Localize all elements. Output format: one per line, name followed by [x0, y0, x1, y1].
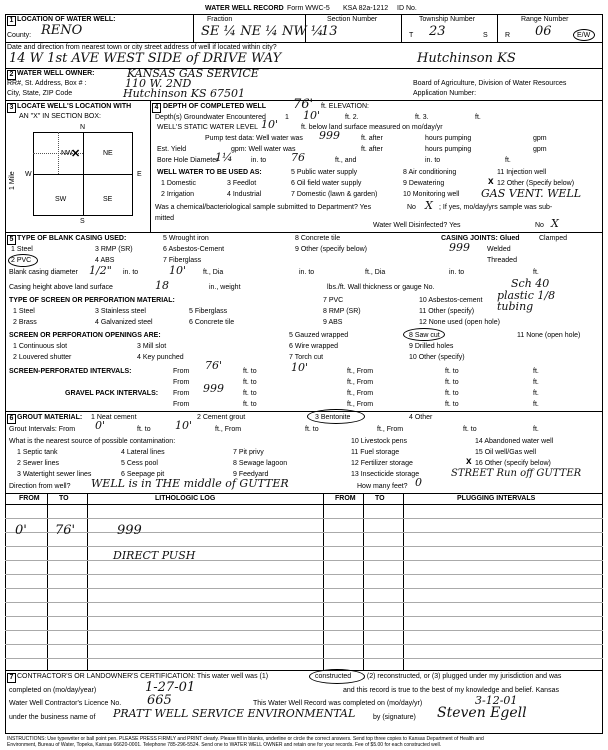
opening-option[interactable]: 5 Gauzed wrapped [289, 332, 349, 339]
depth-unit: ft. ELEVATION: [321, 103, 369, 110]
depth-label: DEPTH OF COMPLETED WELL [163, 103, 267, 110]
source-option[interactable]: 8 Sewage lagoon [233, 460, 288, 467]
welded-value: 999 [449, 241, 470, 254]
section-4-number: 4 [152, 103, 161, 113]
use-option[interactable]: 12 Other (Specify below) [497, 180, 575, 187]
log-row-line [5, 644, 603, 645]
use-option[interactable]: 3 Feedlot [227, 180, 257, 187]
grout-option[interactable]: 4 Other [409, 414, 433, 421]
pump-after: ft. after [361, 135, 383, 142]
source-option[interactable]: 14 Abandoned water well [475, 438, 554, 445]
bore-in2: in. to [425, 157, 441, 164]
joints-clamped[interactable]: Clamped [539, 235, 568, 242]
bore-to: 76 [291, 151, 305, 164]
weight-rest: lbs./ft. Wall thickness or gauge No. [327, 284, 435, 291]
source-option[interactable]: 13 Insecticide storage [351, 471, 420, 478]
use-option[interactable]: 1 Domestic [161, 180, 197, 187]
yield-after: ft. after [361, 146, 383, 153]
opening-option[interactable]: 4 Key punched [137, 354, 184, 361]
board-label: Board of Agriculture, Division of Water Resources [413, 80, 567, 87]
grout-to-3: ft. to [463, 426, 477, 433]
gravel-ft-end: ft. [533, 390, 539, 397]
sample-rest: ; If yes, mo/day/yrs sample was sub- [439, 204, 553, 211]
section-3-number: 3 [7, 103, 16, 113]
footer-instructions-1: INSTRUCTIONS: Use typewriter or ball point pen. PLEASE PRESS FIRMLY and PRINT clearly. Please fill in blanks, underline or circle the correct answers. Send top three copies to Kansas Department of Health and [7, 736, 484, 742]
screen-option[interactable]: 12 None used (open hole) [419, 319, 500, 326]
gravel-to-4: ft. to [445, 401, 459, 408]
gravel-ft-end-2: ft. [533, 401, 539, 408]
grout-ft-end: ft. [533, 426, 539, 433]
compass-n: N [80, 124, 86, 131]
bore-label: Bore Hole Diameter [157, 157, 219, 164]
county-value: RENO [41, 23, 83, 38]
use-option[interactable]: 4 Industrial [227, 191, 262, 198]
log-row-line [5, 630, 603, 631]
section-box-hline [33, 174, 133, 175]
use-x-mark: x [488, 176, 494, 187]
source-option[interactable]: 6 Seepage pit [121, 471, 165, 478]
contamination-direction-value: WELL is in THE middle of GUTTER [91, 477, 289, 490]
divider [5, 42, 603, 43]
casing-option[interactable]: 2 PVC [11, 257, 32, 264]
bore-ft: ft., and [335, 157, 357, 164]
gravel-label: GRAVEL PACK INTERVALS: [65, 390, 159, 397]
bore-ft2: ft. [505, 157, 511, 164]
casing-option[interactable]: 6 Asbestos-Cement [163, 246, 225, 253]
static-label: WELL'S STATIC WATER LEVEL [157, 124, 259, 131]
direction-value: 14 W 1st AVE WEST SIDE of DRIVE WAY [9, 51, 282, 66]
use-option[interactable]: 6 Oil field water supply [291, 180, 362, 187]
log-row-line [5, 532, 603, 533]
source-option[interactable]: 15 Oil well/Gas well [475, 449, 537, 456]
grout-to-2: ft. to [305, 426, 319, 433]
perf-from-label: From [173, 368, 190, 375]
section-6-number: 6 [7, 414, 16, 424]
range-r: R [505, 32, 511, 39]
log-row-line [5, 602, 603, 603]
source-option[interactable]: 10 Livestock pens [351, 438, 408, 445]
screen-option[interactable]: 4 Galvanized steel [95, 319, 153, 326]
sample-no: No [407, 204, 416, 211]
range-ew: E/W [577, 32, 591, 39]
range-value: 06 [535, 24, 552, 39]
section-1-number: 1 [7, 16, 16, 26]
cert-by: by (signature) [373, 714, 416, 721]
saw-cut-circle [403, 328, 445, 341]
joints-welded[interactable]: Welded [487, 246, 511, 253]
use-option[interactable]: 9 Dewatering [403, 180, 445, 187]
location-label: LOCATION OF WATER WELL: [17, 16, 116, 23]
opening-option[interactable]: 7 Torch cut [289, 354, 324, 361]
joints-label: CASING JOINTS: Glued [441, 235, 520, 242]
city-value: Hutchinson KS 67501 [123, 87, 246, 100]
opening-option[interactable]: 10 Other (specify) [409, 354, 465, 361]
sample-x-mark: X [425, 199, 433, 212]
source-option[interactable]: 2 Sewer lines [17, 460, 60, 467]
township-label: Township Number [419, 16, 476, 23]
height-value: 18 [155, 279, 169, 292]
fraction-value: SE ¼ NE ¼ NW ¼ [201, 24, 324, 39]
compass-e: E [137, 171, 142, 178]
screen-option[interactable]: 6 Concrete tile [189, 319, 235, 326]
divider [5, 68, 603, 69]
business-value: PRATT WELL SERVICE ENVIRONMENTAL [113, 707, 356, 720]
sample-mitted: mitted [155, 215, 175, 222]
grout-from-value: 0' [95, 419, 106, 432]
diam-to: 10' [169, 264, 187, 277]
yield-label: Est. Yield [157, 146, 187, 153]
range-west-circle [573, 29, 595, 41]
screen-option[interactable]: 7 PVC [323, 297, 344, 304]
location-x-mark: ✕ [71, 148, 81, 160]
owner-label: WATER WELL OWNER: [17, 70, 95, 77]
screen-option[interactable]: 3 Stainless steel [95, 308, 146, 315]
completed-date-value: 1-27-01 [145, 680, 196, 695]
city-label: City, State, ZIP Code [7, 90, 73, 97]
log-row-line [5, 588, 603, 589]
disinfected-x-mark: X [551, 217, 559, 230]
use-option[interactable]: 11 Injection well [497, 169, 547, 176]
divider [5, 493, 603, 494]
disinfected-label: Water Well Disinfected? Yes [373, 222, 461, 229]
log-row-line [5, 658, 603, 659]
grout-to-label: ft. to [137, 426, 151, 433]
county-label: County: [7, 32, 32, 39]
cert-line4: under the business name of [9, 714, 96, 721]
yield-hours: hours pumping [425, 146, 472, 153]
use-option[interactable]: 8 Air conditioning [403, 169, 457, 176]
static-value: 10' [261, 118, 279, 131]
contamination-direction-label: Direction from well? [9, 483, 71, 490]
screen-option[interactable]: 5 Fiberglass [189, 308, 228, 315]
height-label: Casing height above land surface [9, 284, 113, 291]
opening-option[interactable]: 3 Mill slot [137, 343, 167, 350]
range-label: Range Number [521, 16, 569, 23]
pump-value: 999 [319, 129, 340, 142]
perf-from-label-2: From [173, 379, 190, 386]
cert-line1b: , (2) reconstructed, or (3) plugged under my jurisdiction and was [363, 673, 562, 680]
divider [5, 232, 603, 233]
fraction-label: Fraction [207, 16, 233, 23]
casing-option[interactable]: 8 Concrete tile [295, 235, 341, 242]
source-option[interactable]: 5 Cess pool [121, 460, 158, 467]
section-value: 13 [321, 24, 338, 39]
gw-ft: ft. [475, 114, 481, 121]
gravel-to-label-3: ft. to [243, 401, 257, 408]
groundwater-value: 10' [303, 109, 321, 122]
quadrant-ne: NE [103, 150, 113, 157]
perf-ft-from-2: ft., From [347, 379, 374, 386]
use-label: WELL WATER TO BE USED AS: [157, 169, 262, 176]
cert-line3b: This Water Well Record was completed on (mo/day/yr) [253, 700, 423, 707]
direction-city: Hutchinson KS [417, 51, 516, 66]
screen-option[interactable]: 10 Asbestos-cement [419, 297, 483, 304]
perf-ft-end: ft. [533, 368, 539, 375]
locate-sublabel: AN "X" IN SECTION BOX: [19, 113, 101, 120]
use-other-value: GAS VENT. WELL [481, 187, 582, 200]
grout-option[interactable]: 2 Cement grout [197, 414, 246, 421]
gw-1: 1 [285, 114, 289, 121]
cert-line1: CONTRACTOR'S OR LANDOWNER'S CERTIFICATION: This water well was (1) [17, 673, 269, 680]
owner-value: KANSAS GAS SERVICE [127, 67, 259, 80]
opening-option[interactable]: 2 Louvered shutter [13, 354, 72, 361]
locate-label: LOCATE WELL'S LOCATION WITH [17, 103, 132, 110]
cert-line2: completed on (mo/day/year) [9, 687, 97, 694]
address-value: 110 W. 2ND [125, 77, 192, 90]
plug-header-from: FROM [335, 495, 356, 502]
plug-header-intervals: PLUGGING INTERVALS [457, 495, 536, 502]
log-row-line [5, 560, 603, 561]
source-option[interactable]: 4 Lateral lines [121, 449, 165, 456]
source-option[interactable]: 16 Other (specify below) [475, 460, 551, 467]
diam-in-3: in. to [449, 269, 465, 276]
feet-value: 0 [415, 476, 422, 489]
source-option[interactable]: 9 Feedyard [233, 471, 269, 478]
opening-option[interactable]: 11 None (open hole) [517, 332, 581, 339]
casing-option[interactable]: 4 ABS [95, 257, 115, 264]
use-option[interactable]: 5 Public water supply [291, 169, 358, 176]
log-header-from: FROM [19, 495, 40, 502]
constructed-circle [309, 669, 365, 684]
gw-2: ft. 2. [345, 114, 359, 121]
openings-label: SCREEN OR PERFORATION OPENINGS ARE: [9, 332, 161, 339]
perf-to-2: ft. to [445, 368, 459, 375]
casing-option[interactable]: 3 RMP (SR) [95, 246, 133, 253]
casing-pvc-circle [8, 254, 38, 267]
source-option[interactable]: 3 Watertight sewer lines [17, 471, 92, 478]
joints-threaded[interactable]: Threaded [487, 257, 517, 264]
gw-3: ft. 3. [415, 114, 429, 121]
bentonite-circle [307, 409, 365, 424]
quadrant-se: SE [103, 196, 113, 203]
diam-label: Blank casing diameter [9, 269, 78, 276]
source-option[interactable]: 12 Fertilizer storage [351, 460, 413, 467]
opening-option[interactable]: 9 Drilled holes [409, 343, 454, 350]
plug-header-to: TO [375, 495, 385, 502]
perf-to-value: 10' [291, 361, 309, 374]
quadrant-nw: NW [61, 150, 73, 157]
divider [150, 100, 151, 232]
log-header-litho: LITHOLOGIC LOG [155, 495, 216, 502]
quadrant-sw: SW [55, 196, 67, 203]
gravel-from-label-2: From [173, 401, 190, 408]
cert-line2b: and this record is true to the best of my knowledge and belief. Kansas [343, 687, 559, 694]
screen-label: TYPE OF SCREEN OR PERFORATION MATERIAL: [9, 297, 175, 304]
footer-instructions-2: Environment, Bureau of Water, Topeka, Kansas 66620-0001. Telephone 785-296-5524. Send one to WATER WELL OWNER and retain one for your records. Fee of $5.00 for each constructed well. [7, 742, 442, 748]
form-number: Form WWC-5 [287, 5, 330, 12]
use-option[interactable]: 2 Irrigation [161, 191, 195, 198]
depth-value: 76' [293, 97, 314, 112]
log-row-line [5, 616, 603, 617]
perf-from-value: 76' [205, 359, 223, 372]
opening-option[interactable]: 6 Wire wrapped [289, 343, 339, 350]
gravel-from-value: 999 [203, 382, 224, 395]
screen-option[interactable]: 8 RMP (SR) [323, 308, 361, 315]
perf-to-4: ft. to [445, 379, 459, 386]
source-other-value: STREET Run off GUTTER [451, 468, 582, 479]
log-header-line [5, 504, 603, 505]
address-label: RR#, St. Address, Box # : [7, 80, 87, 87]
height-rest: in., weight [209, 284, 241, 291]
section-7-number: 7 [7, 673, 16, 683]
bore-in: in. to [251, 157, 267, 164]
diam-rest-2: ft., Dia [365, 269, 386, 276]
casing-option[interactable]: 5 Wrought iron [163, 235, 209, 242]
diam-in-2: in. to [299, 269, 315, 276]
cert-line3: Water Well Contractor's Licence No. [9, 700, 122, 707]
compass-s: S [80, 218, 85, 225]
screen-option[interactable]: 2 Brass [13, 319, 37, 326]
pump-gpm: gpm [533, 135, 547, 142]
ksa-number: KSA 82a-1212 [343, 5, 389, 12]
opening-option[interactable]: 8 Saw cut [409, 332, 440, 339]
record-date-value: 3-12-01 [475, 694, 518, 707]
feet-label: How many feet? [357, 483, 408, 490]
casing-option[interactable]: 9 Other (specify below) [295, 246, 367, 253]
screen-option[interactable]: 9 ABS [323, 319, 343, 326]
log-row-to: 76' [55, 523, 76, 538]
log-row-line [5, 574, 603, 575]
water-well-record-form [5, 4, 603, 746]
diam-rest: ft., Dia [203, 269, 224, 276]
gravel-to-label: ft. to [243, 390, 257, 397]
signature: Steven Egell [437, 705, 527, 721]
grout-to-value: 10' [175, 419, 193, 432]
divider [5, 411, 603, 412]
divider [5, 670, 603, 671]
divider [497, 14, 498, 42]
log-row-log2: DIRECT PUSH [113, 549, 196, 562]
grout-intervals-label: Grout Intervals: From [9, 426, 76, 433]
sample-question: Was a chemical/bacteriological sample submitted to Department? Yes [155, 204, 372, 211]
gravel-ft-from-2: ft., From [347, 401, 374, 408]
application-label: Application Number: [413, 90, 477, 97]
screen-option[interactable]: 11 Other (specify) [419, 308, 475, 315]
grout-ft-from-2: ft., From [377, 426, 404, 433]
diam-in: in. to [123, 269, 139, 276]
source-option[interactable]: 1 Septic tank [17, 449, 58, 456]
township-value: 23 [429, 24, 446, 39]
mile-label: 1 Mile [9, 171, 16, 190]
opening-option[interactable]: 1 Continuous slot [13, 343, 68, 350]
divider [401, 14, 402, 42]
grout-option[interactable]: 1 Neat cement [91, 414, 137, 421]
perf-label: SCREEN-PERFORATED INTERVALS: [9, 368, 132, 375]
casing-label: TYPE OF BLANK CASING USED: [17, 235, 127, 242]
pump-label: Pump test data: Well water was [205, 135, 303, 142]
screen-other-value: plastic 1/8 tubing [497, 289, 556, 313]
licence-value: 665 [147, 693, 172, 708]
divider [193, 14, 194, 42]
source-label: What is the nearest source of possible contamination: [9, 438, 176, 445]
source-x-mark: x [466, 456, 472, 467]
township-t: T [409, 32, 414, 39]
yield-mid: gpm: Well water was [231, 146, 296, 153]
diam-ft: ft. [533, 269, 539, 276]
bore-value: 1¼ [215, 151, 233, 164]
yield-gpm: gpm [533, 146, 547, 153]
log-row-from: 0' [15, 523, 27, 538]
log-header-to: TO [59, 495, 69, 502]
perf-ft-end-2: ft. [533, 379, 539, 386]
log-row-line [5, 518, 603, 519]
direction-label: Date and direction from nearest town or city street address of well if located within city? [7, 44, 277, 51]
form-title: WATER WELL RECORD [205, 5, 284, 12]
casing-option[interactable]: 1 Steel [11, 246, 33, 253]
gravel-from-label: From [173, 390, 190, 397]
section-5-number: 5 [7, 235, 16, 245]
perf-ft-from: ft., From [347, 368, 374, 375]
grout-option[interactable]: 3 Bentonite [315, 414, 351, 421]
perf-to-label-3: ft. to [243, 379, 257, 386]
source-option[interactable]: 11 Fuel storage [351, 449, 400, 456]
township-s: S [483, 32, 488, 39]
cert-constructed: constructed [315, 673, 352, 680]
use-option[interactable]: 10 Monitoring well [403, 191, 460, 198]
groundwater-label: Depth(s) Groundwater Encountered [155, 114, 266, 121]
grout-label: GROUT MATERIAL: [17, 414, 83, 421]
static-rest: ft. below land surface measured on mo/day/yr [301, 124, 443, 131]
casing-option[interactable]: 7 Fiberglass [163, 257, 202, 264]
use-option[interactable]: 7 Domestic (lawn & garden) [291, 191, 378, 198]
perf-to-label: ft. to [243, 368, 257, 375]
diam-value: 1/2" [89, 264, 112, 277]
gravel-to-2: ft. to [445, 390, 459, 397]
compass-w: W [25, 171, 32, 178]
disinfected-no: No [535, 222, 544, 229]
gauge-value: Sch 40 [511, 277, 550, 290]
screen-option[interactable]: 1 Steel [13, 308, 35, 315]
section-label: Section Number [327, 16, 378, 23]
log-row-line [5, 546, 603, 547]
grout-ft-from: ft., From [215, 426, 242, 433]
id-label: ID No. [397, 5, 417, 12]
source-option[interactable]: 7 Pit privy [233, 449, 264, 456]
pump-hours: hours pumping [425, 135, 472, 142]
gravel-ft-from: ft., From [347, 390, 374, 397]
section-2-number: 2 [7, 70, 16, 80]
log-row-log: 999 [117, 523, 142, 538]
